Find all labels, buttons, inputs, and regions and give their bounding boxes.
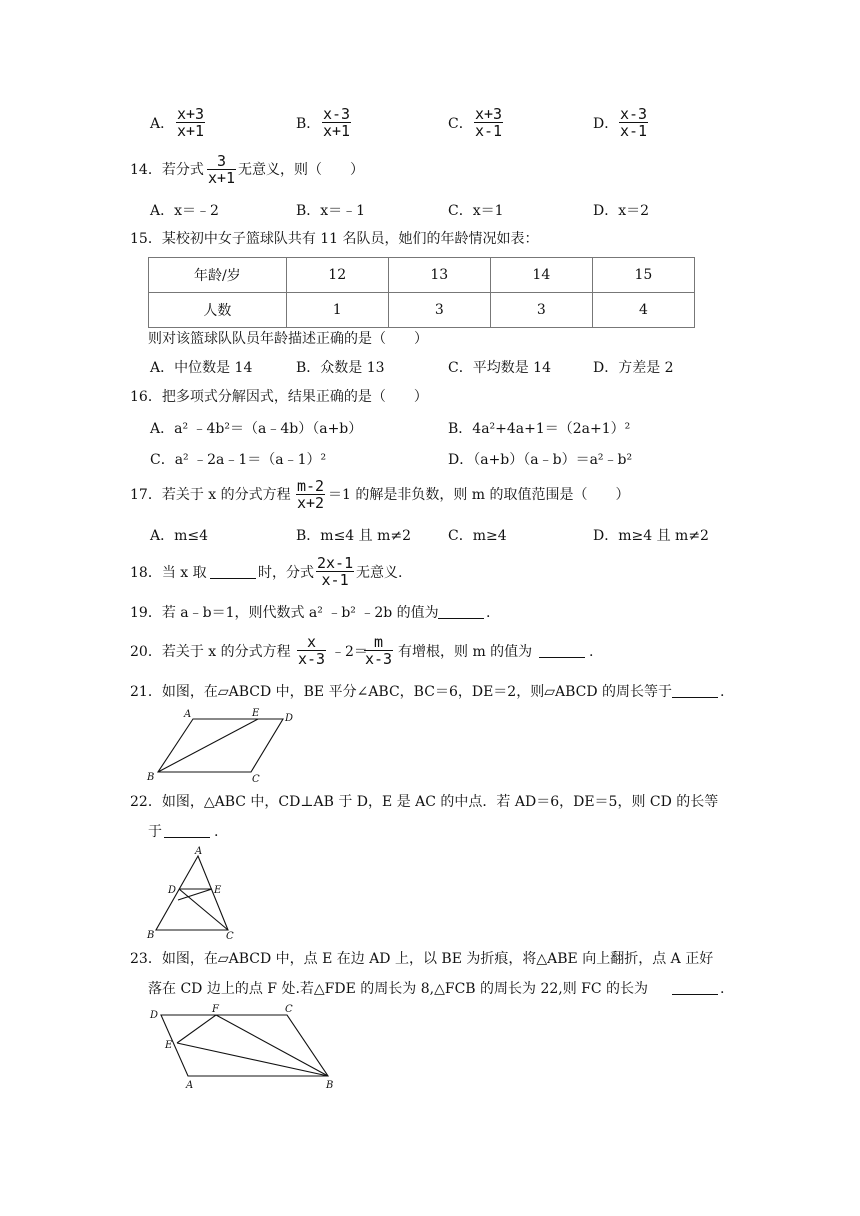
q20-stem-pre: 20．若关于 x 的分式方程 [130,644,291,660]
q14-option-d: D．x＝2 [593,203,650,219]
q15-option-c: C．平均数是 14 [448,360,551,376]
q22-stem-line2: 于 [148,824,162,840]
label-b: B [147,772,155,783]
label-a: A [186,1080,194,1091]
q15-question: 则对该篮球队队员年龄描述正确的是（ ） [148,331,428,347]
q14-stem-pre: 14．若分式 [130,162,204,178]
table-row [149,258,695,293]
segment-fe [177,1015,216,1043]
q20-stem-mid: ﹣2＝ [331,644,368,660]
q14-option-c: C．x＝1 [448,203,504,219]
table-cell: 1 [286,293,388,328]
q15-option-d: D．方差是 2 [593,360,674,376]
q16-option-d: D．（a+b）（a﹣b）＝a²﹣b² [448,452,633,468]
q17-stem-post: ＝1 的解是非负数，则 m 的取值范围是（ ） [328,487,630,503]
q19-stem-pre: 19．若 a﹣b＝1，则代数式 a² ﹣b² ﹣2b 的值为 [130,605,439,621]
q22-stem-line1: 22．如图，△ABC 中，CD⊥AB 于 D，E 是 AC 的中点．若 AD＝6，DE＝5，则 CD 的长等 [130,794,719,810]
q13-option-a-fraction: $\frac{x+3}{x+1}$ [177,105,205,140]
table-row [149,293,695,328]
segment-be [158,719,258,772]
q13-option-c-fraction: $\frac{x+3}{x-1}$ [475,105,503,140]
q13-option-a-letter: A． [150,116,175,132]
q18-fraction: $\frac{2x-1}{x-1}$ [317,554,354,589]
table-cell: 3 [490,293,592,328]
q23-stem-post: . [720,981,725,997]
q22-stem-post: . [214,824,219,840]
q13-option-c-letter: C． [448,116,473,132]
parallelogram-abcd [158,719,283,772]
label-b: B [147,930,155,941]
q17-option-d: D．m≥4 且 m≠2 [593,528,709,544]
q23-fold-figure [140,1000,350,1094]
q18-stem-mid: 时，分式 [258,565,314,581]
segment-eb [177,1043,328,1076]
segment-helper [178,889,212,900]
q20-stem-post: 有增根，则 m 的值为 [398,644,533,660]
label-d: D [150,1010,159,1021]
q16-option-b: B．4a²+4a+1＝（2a+1）² [448,421,631,437]
table-cell: 年龄/岁 [149,258,287,293]
segment-fb [216,1015,328,1076]
q20-stem-end: . [589,644,594,660]
q23-stem-line1: 23．如图，在▱ABCD 中，点 E 在边 AD 上，以 BE 为折痕，将△ABE 向上翻折，点 A 正好 [130,951,714,967]
label-f: F [212,1004,219,1015]
q16-option-a: A．a² ﹣4b²＝（a﹣4b）（a+b） [150,421,363,437]
q21-parallelogram-figure [140,704,310,784]
label-e: E [165,1040,173,1051]
q18-stem-post: 无意义. [356,565,403,581]
label-c: C [226,931,234,942]
q17-fraction: $\frac{m-2}{x+2}$ [297,477,325,512]
q23-answer-blank[interactable] [672,980,718,999]
q18-answer-blank[interactable] [210,564,256,583]
q20-fraction-1: $\frac{x}{x-3}$ [298,633,326,668]
table-cell: 3 [388,293,490,328]
q18-stem-pre: 18．当 x 取 [130,565,207,581]
q14-fraction: $\frac{3}{x+1}$ [208,152,236,187]
label-c: C [252,774,260,784]
label-a: A [195,846,203,857]
label-a: A [184,709,192,720]
q20-fraction-2: $\frac{m}{x-3}$ [365,633,393,668]
label-d: D [168,885,177,896]
q16-stem: 16．把多项式分解因式，结果正确的是（ ） [130,389,428,405]
q23-stem-line2: 落在 CD 边上的点 F 处.若△FDE 的周长为 8,△FCB 的周长为 22,则 FC 的长为 [148,981,649,997]
q14-option-a: A．x＝﹣2 [150,203,219,219]
q17-option-c: C．m≥4 [448,528,507,544]
label-b: B [326,1080,334,1091]
q20-answer-blank[interactable] [539,643,585,662]
table-cell: 15 [592,258,694,293]
age-table [148,257,695,328]
table-cell: 14 [490,258,592,293]
q13-option-d-letter: D． [593,116,619,132]
q13-option-b-letter: B． [296,116,321,132]
q17-option-b: B．m≤4 且 m≠2 [296,528,412,544]
q16-option-c: C．a² ﹣2a﹣1＝（a﹣1）² [150,452,327,468]
q15-stem: 15．某校初中女子篮球队共有 11 名队员，她们的年龄情况如表： [130,231,539,247]
q15-option-a: A．中位数是 14 [150,360,253,376]
q13-option-d-fraction: $\frac{x-3}{x-1}$ [620,105,648,140]
q21-answer-blank[interactable] [672,683,718,702]
label-c: C [285,1004,293,1015]
q17-stem-pre: 17．若关于 x 的分式方程 [130,487,291,503]
q22-triangle-figure [140,842,250,942]
table-cell: 13 [388,258,490,293]
q22-answer-blank[interactable] [164,823,210,842]
q15-option-b: B．众数是 13 [296,360,385,376]
q21-stem-pre: 21．如图，在▱ABCD 中，BE 平分∠ABC，BC＝6，DE＝2，则▱ABCD 的周长等于 [130,684,673,700]
q19-answer-blank[interactable] [438,604,484,623]
label-d: D [285,713,294,724]
q21-stem-post: . [720,684,725,700]
q13-option-b-fraction: $\frac{x-3}{x+1}$ [323,105,351,140]
table-cell: 人数 [149,293,287,328]
q14-option-b: B．x＝﹣1 [296,203,366,219]
table-cell: 4 [592,293,694,328]
q19-stem-post: . [486,605,491,621]
q17-option-a: A．m≤4 [150,528,209,544]
q14-stem-post: 无意义，则（ ） [238,162,364,178]
table-cell: 12 [286,258,388,293]
label-e: E [252,708,260,719]
label-e: E [214,885,222,896]
